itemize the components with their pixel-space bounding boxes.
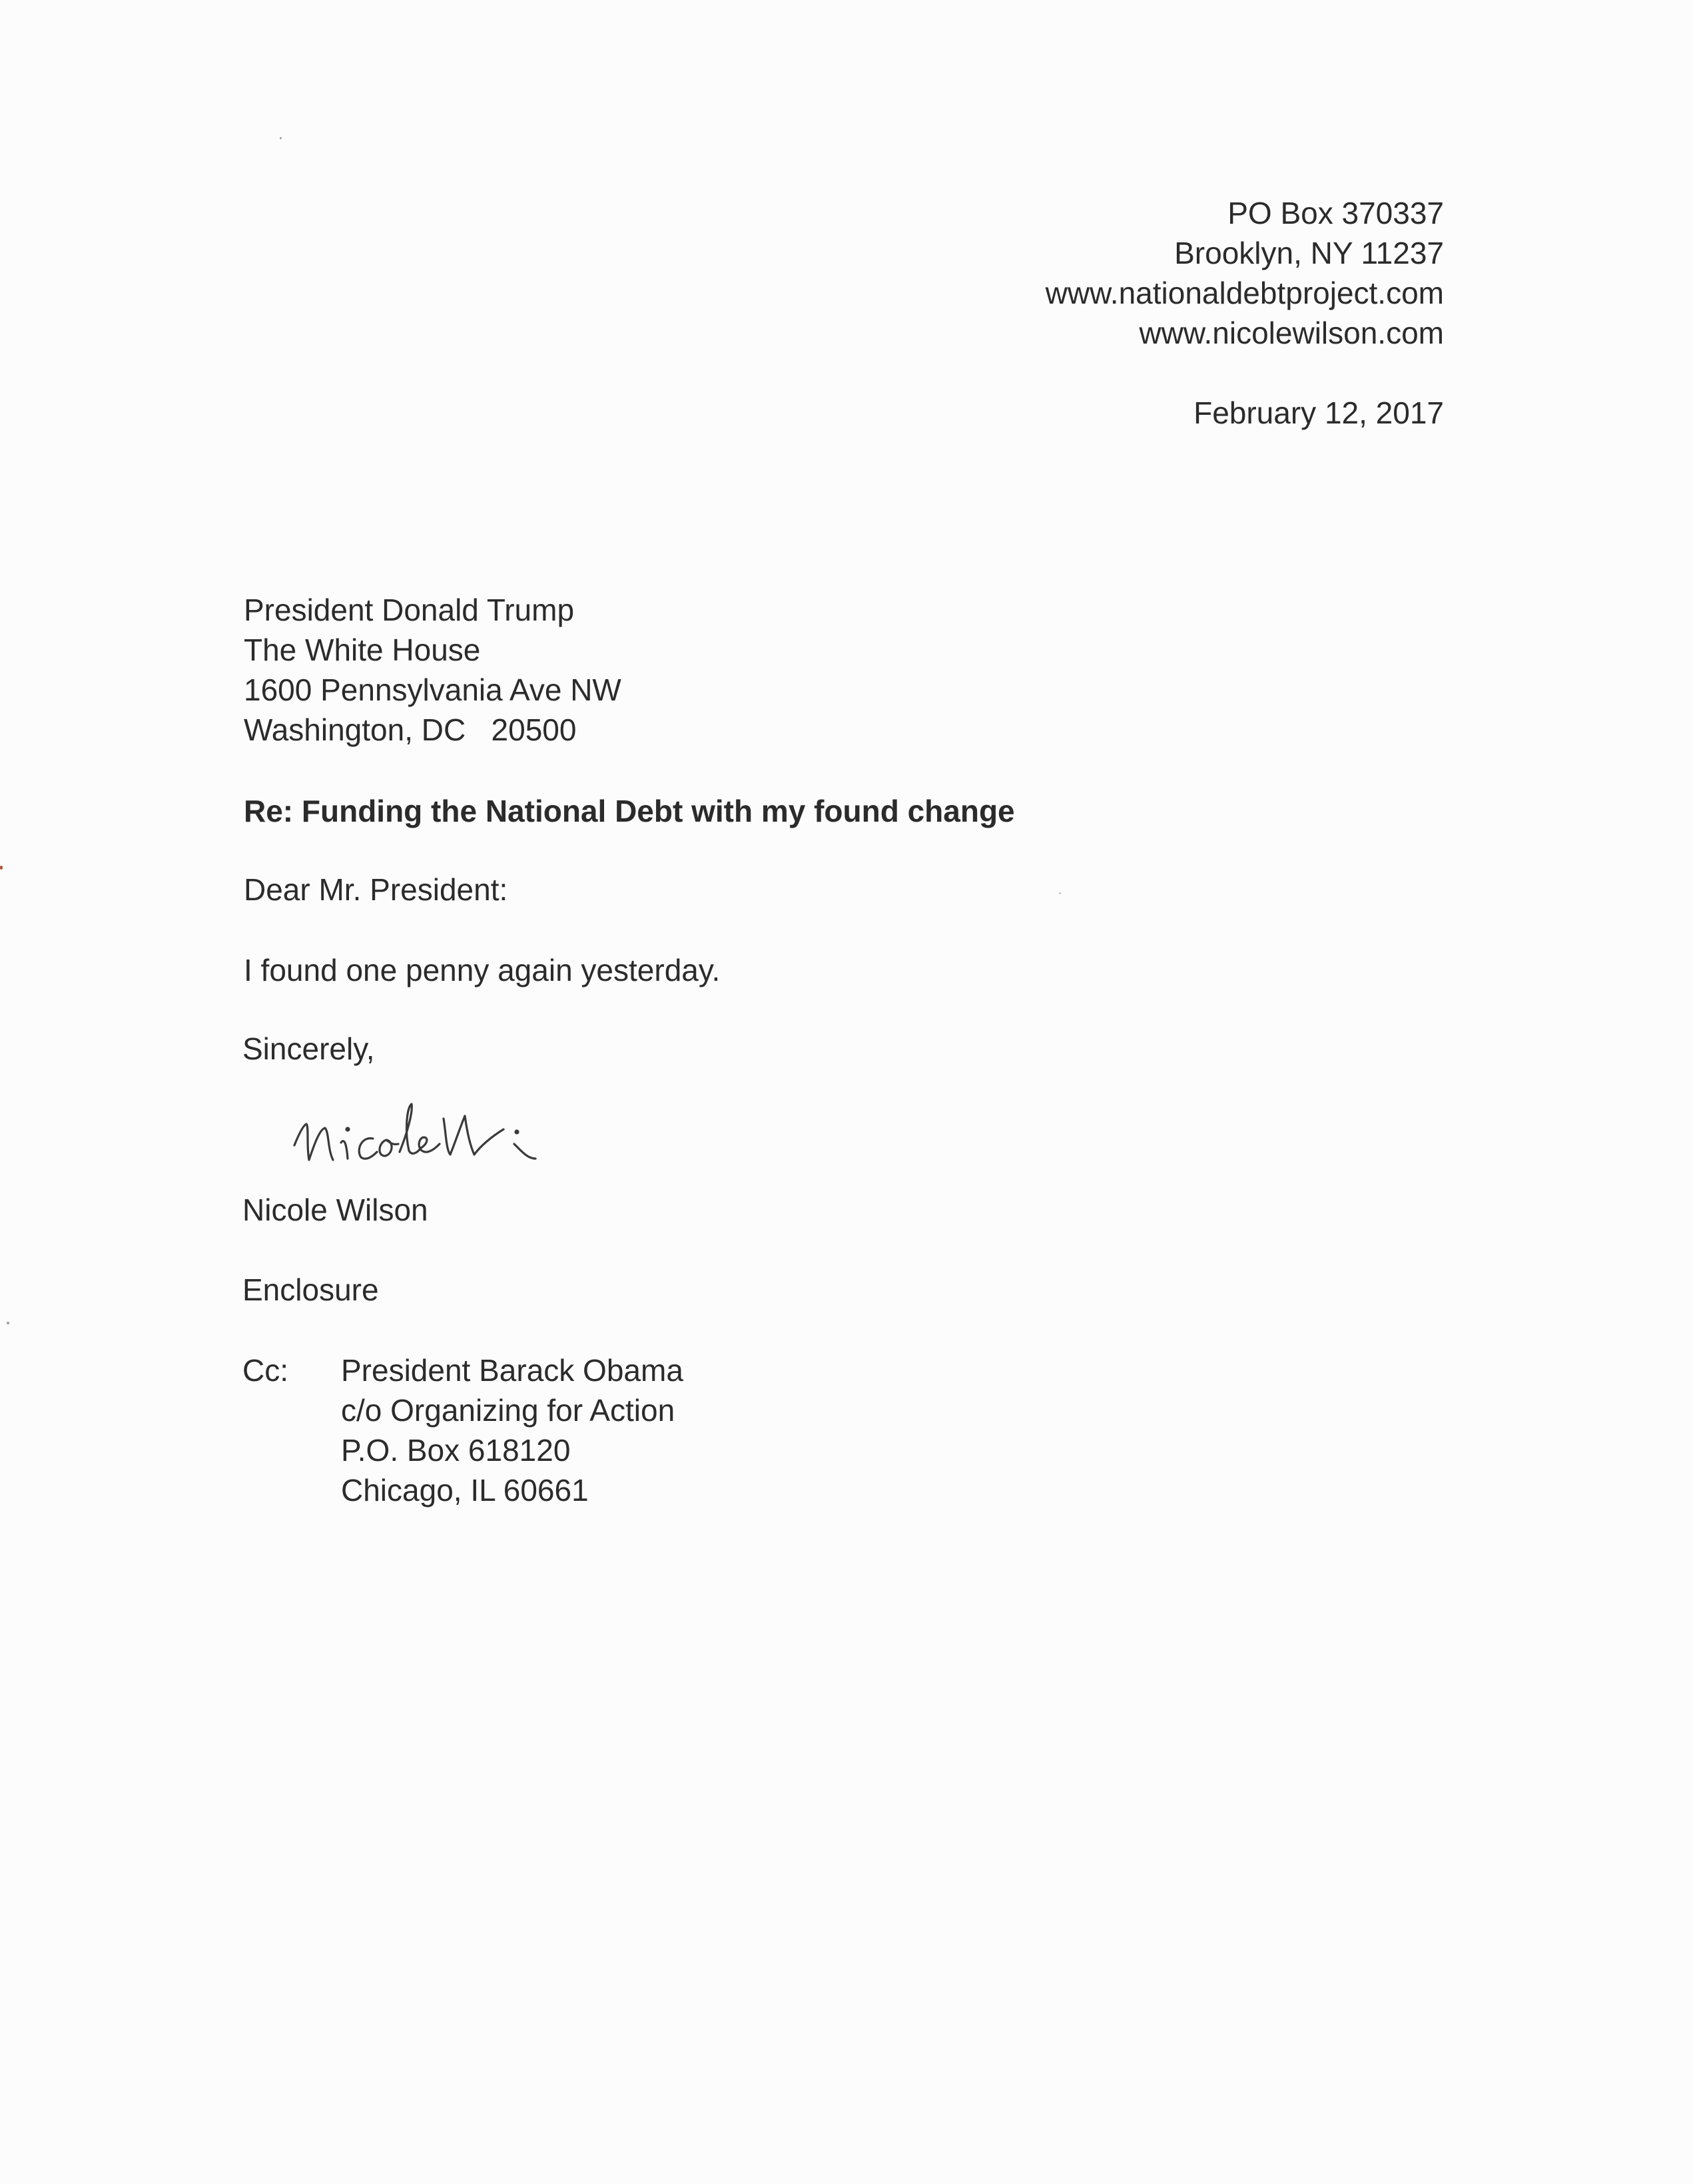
handwritten-signature (286, 1085, 659, 1185)
recipient-street: 1600 Pennsylvania Ave NW (244, 673, 621, 707)
scan-speck (7, 1322, 9, 1324)
cc-address-block (341, 1350, 683, 1510)
sender-address-block (1046, 193, 1444, 353)
scan-speck (0, 866, 3, 870)
enclosure-notation: Enclosure (242, 1272, 379, 1307)
cc-city-line: Chicago, IL 60661 (341, 1473, 589, 1507)
recipient-name: President Donald Trump (244, 593, 575, 627)
sender-po-box: PO Box 370337 (1227, 196, 1444, 230)
sender-city-line: Brooklyn, NY 11237 (1174, 236, 1444, 270)
recipient-address-block (244, 590, 621, 750)
cc-organization: c/o Organizing for Action (341, 1393, 675, 1428)
scan-speck (280, 137, 282, 139)
cc-po-box: P.O. Box 618120 (341, 1433, 571, 1468)
recipient-organization: The White House (244, 633, 481, 667)
cc-label: Cc: (242, 1353, 288, 1388)
sender-website-personal: www.nicolewilson.com (1139, 316, 1444, 350)
closing: Sincerely, (242, 1031, 375, 1066)
body-paragraph: I found one penny again yesterday. (244, 953, 721, 987)
cc-name: President Barack Obama (341, 1353, 683, 1388)
sender-website-national-debt: www.nationaldebtproject.com (1045, 276, 1444, 310)
scan-speck (1059, 892, 1061, 894)
signer-name: Nicole Wilson (242, 1193, 428, 1227)
letter-date: February 12, 2017 (1193, 396, 1444, 430)
recipient-city-line: Washington, DC 20500 (244, 712, 577, 747)
subject-line: Re: Funding the National Debt with my found change (244, 794, 1015, 828)
salutation: Dear Mr. President: (244, 872, 508, 907)
